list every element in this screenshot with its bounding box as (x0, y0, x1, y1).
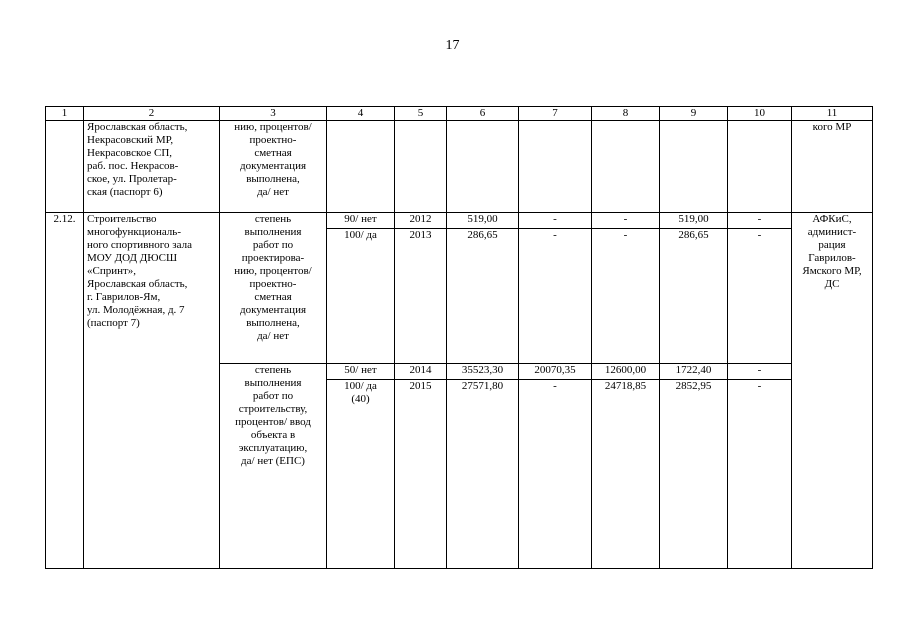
header-cell: 4 (327, 107, 395, 121)
header-cell: 7 (519, 107, 592, 121)
object-cell: Ярославская область, Некрасовский МР, Некрасовское СП, раб. пос. Некрасов- ское, ул. Пролетар- ская (паспорт 6) (84, 121, 220, 213)
data-table (45, 106, 873, 569)
continuation-row (46, 121, 873, 213)
indicator-cell: нию, процентов/ проектно- сметная документация выполнена, да/ нет (220, 121, 327, 213)
value-cell: 90/ нет (327, 213, 395, 229)
amount-cell: 286,65 (660, 229, 728, 364)
header-cell: 6 (447, 107, 519, 121)
header-cell: 3 (220, 107, 327, 121)
amount-cell: 519,00 (447, 213, 519, 229)
executor-cell: кого МР (792, 121, 873, 213)
value-cell: 50/ нет (327, 364, 395, 380)
header-cell: 5 (395, 107, 447, 121)
value-cell: 100/ да (40) (327, 380, 395, 569)
table-row (46, 213, 873, 229)
header-cell: 2 (84, 107, 220, 121)
amount-cell: - (519, 229, 592, 364)
value-cell: 100/ да (327, 229, 395, 364)
amount-cell: - (728, 380, 792, 569)
header-cell: 10 (728, 107, 792, 121)
year-cell: 2012 (395, 213, 447, 229)
header-cell: 9 (660, 107, 728, 121)
amount-cell: 12600,00 (592, 364, 660, 380)
indicator-cell: степень выполнения работ по проектирова- нию, процентов/ проектно- сметная документация выполнена, да/ нет (220, 213, 327, 364)
amount-cell: 35523,30 (447, 364, 519, 380)
amount-cell: 27571,80 (447, 380, 519, 569)
amount-cell: 24718,85 (592, 380, 660, 569)
amount-cell: 2852,95 (660, 380, 728, 569)
page-number: 17 (445, 38, 460, 53)
header-cell: 8 (592, 107, 660, 121)
header-cell: 11 (792, 107, 873, 121)
year-cell: 2013 (395, 229, 447, 364)
year-cell: 2014 (395, 364, 447, 380)
amount-cell: - (728, 229, 792, 364)
header-row (46, 107, 873, 121)
row-number: 2.12. (46, 213, 84, 569)
amount-cell: 1722,40 (660, 364, 728, 380)
amount-cell: - (728, 364, 792, 380)
object-cell: Строительство многофункциональ- ного спортивного зала МОУ ДОД ДЮСШ «Спринт», Ярославская область, г. Гаврилов-Ям, ул. Молодёжная, д. 7 (паспорт 7) (84, 213, 220, 569)
amount-cell: - (519, 380, 592, 569)
amount-cell: - (592, 213, 660, 229)
amount-cell: - (728, 213, 792, 229)
indicator-cell: степень выполнения работ по строительству, процентов/ ввод объекта в эксплуатацию, да/ нет (ЕПС) (220, 364, 327, 569)
amount-cell: 20070,35 (519, 364, 592, 380)
amount-cell: 286,65 (447, 229, 519, 364)
amount-cell: - (592, 229, 660, 364)
executor-cell: АФКиС, админист- рация Гаврилов- Ямского МР, ДС (792, 213, 873, 569)
year-cell: 2015 (395, 380, 447, 569)
amount-cell: - (519, 213, 592, 229)
amount-cell: 519,00 (660, 213, 728, 229)
header-cell: 1 (46, 107, 84, 121)
